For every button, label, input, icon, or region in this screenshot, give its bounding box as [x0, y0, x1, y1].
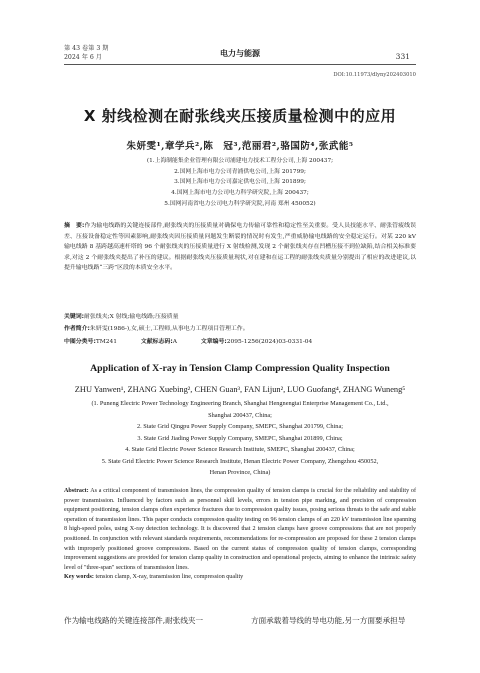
- clc-code: 中图分类号:TM241: [64, 339, 118, 345]
- cn-affiliation: 3.国网上海市电力公司嘉定供电公司,上海 201899;: [174, 179, 306, 186]
- body-column-left: 作为输电线路的关键连接部件,耐张线夹一: [64, 616, 204, 625]
- en-affiliations: [64, 398, 416, 479]
- en-abstract-text: As a critical component of transmission lines, the compression quality of tension clamps is crucial for the reliability and stability of power transmission. Influenced by factors such as personnel skill levels, errors in tension pipe marking, and precision of compression equipment positioning, tension clamps often experience fractures due to compression quality issues, posing serious threats to the safe and stable operation of transmission lines. This paper conducts compression quality testing on 96 tension clamps of an 220 kV transmission line spanning 8 high-speed poles, using X-ray detection technology. It is discovered that 2 tension clamps have groove compressions that are not properly positioned. In conjunction with relevant standards requirements, recommendations for re-compression are proposed for these 2 tension clamps with improperly positioned groove compressions. Based on the current status of compression quality of tension clamps, corresponding improvement suggestions are provided for tension clamp quality in construction and operational projects, aiming to enhance the intrinsic safety level of "three-span" sections of transmission lines.: [64, 488, 417, 571]
- cn-keywords-label: 关键词:: [64, 314, 85, 320]
- cn-affiliation: 2.国网上海市电力公司青浦供电公司,上海 201799;: [174, 168, 306, 175]
- date-line: 2024 年 6 月: [64, 54, 102, 61]
- author-bio-text: 朱妍雯(1986-),女,硕士,工程师,从事电力工程项目管理工作。: [89, 326, 249, 332]
- volume-line: 第 43 卷第 3 期: [64, 45, 109, 52]
- cn-abstract-text: 作为输电线路的关键连接部件,耐张线夹的压接质量对确保电力传输可靠性和稳定性至关重要。受人员技能水平、耐张管疲线误差、压接设备稳定性等因素影响,耐张线夹因压接质量问题发生断裂的情况时有发生,严重威胁输电线路的安全稳定运行。对某 220 kV 输电线路 8 基跨越高速杆塔的 96 个耐张线夹的压接质量进行 X 射线检测,发现 2 个耐张线夹存在凹槽压接不到位缺陷,结合相关标准要求,对这 2 个耐张线夹提出了补压的建议。根据耐张线夹压接质量现状,对在建和在运工程的耐张线夹质量分别提出了相应的改进建议,以提升输电线路“三跨”区段的本质安全水平。: [64, 223, 416, 272]
- en-abstract: [64, 487, 416, 583]
- en-keywords-text: tension clamp, X-ray, transmission line, compression quality: [95, 574, 244, 581]
- en-title: Application of X-ray in Tension Clamp Compression Quality Inspection: [90, 363, 390, 374]
- cn-affiliation: 5.国网河南省电力公司电力科学研究院,河南 郑州 450052): [164, 200, 316, 207]
- author-bio-label: 作者简介:: [64, 326, 90, 332]
- en-keywords-label: Key words:: [64, 574, 94, 581]
- cn-authors: 朱妍雯¹,章学兵²,陈 冠³,范丽君²,骆国防⁴,张武能⁵: [126, 141, 354, 152]
- en-keywords: [64, 573, 416, 583]
- en-affiliation: 4. State Grid Electric Power Science Research Institute, SMEPC, Shanghai 200437, China;: [125, 446, 355, 453]
- cn-affiliation: 4.国网上海市电力公司电力科学研究院,上海 200437;: [171, 190, 309, 197]
- header-rule: [64, 64, 416, 65]
- en-affiliation: (1. Puneng Electric Power Technology Engineering Branch, Shanghai Hengnengtai Enterprise Management Co., Ltd.,: [91, 400, 389, 407]
- article-number: 文章编号:2095-1256(2024)03-0331-04: [200, 339, 313, 345]
- en-affiliation: Shanghai 200437, China;: [208, 411, 272, 419]
- cn-keywords: [64, 312, 416, 322]
- classification-row: [64, 336, 334, 345]
- en-abstract-label: Abstract:: [64, 488, 89, 494]
- document-code: 文献标志码:A: [140, 339, 177, 345]
- cn-abstract: [64, 221, 416, 274]
- cn-keywords-text: 耐张线夹;X 射线;输电线路;压接质量: [84, 314, 179, 320]
- author-bio: [64, 324, 416, 334]
- page-number: 331: [395, 52, 410, 61]
- cn-affiliation: (1.上海制能集企业管理有限公司浦建电力技术工程分公司,上海 200437;: [146, 158, 334, 164]
- en-affiliation: 2. State Grid Qingpu Power Supply Company, SMEPC, Shanghai 201799, China;: [137, 423, 343, 430]
- en-affiliation: Henan Province, China): [209, 469, 271, 476]
- cn-abstract-label: 摘 要:: [64, 223, 85, 229]
- en-affiliation: 3. State Grid Jiading Power Supply Company, SMEPC, Shanghai 201899, China;: [137, 434, 343, 442]
- body-column-right: 方面承载着导线的导电功能,另一方面要承担导: [251, 616, 406, 625]
- journal-name: 电力与能源: [220, 49, 260, 58]
- cn-title: X 射线检测在耐张线夹压接质量检测中的应用: [83, 107, 397, 125]
- doi: DOI:10.11973/dlyny202403010: [333, 72, 416, 78]
- cn-affiliations: [0, 156, 480, 210]
- en-affiliation: 5. State Grid Electric Power Science Research Institute, Henan Electric Power Company, Zhengzhou 450052,: [101, 457, 379, 465]
- en-authors: ZHU Yanwen¹, ZHANG Xuebing², CHEN Guan³, FAN Lijun², LUO Guofang⁴, ZHANG Wuneng⁵: [74, 385, 406, 394]
